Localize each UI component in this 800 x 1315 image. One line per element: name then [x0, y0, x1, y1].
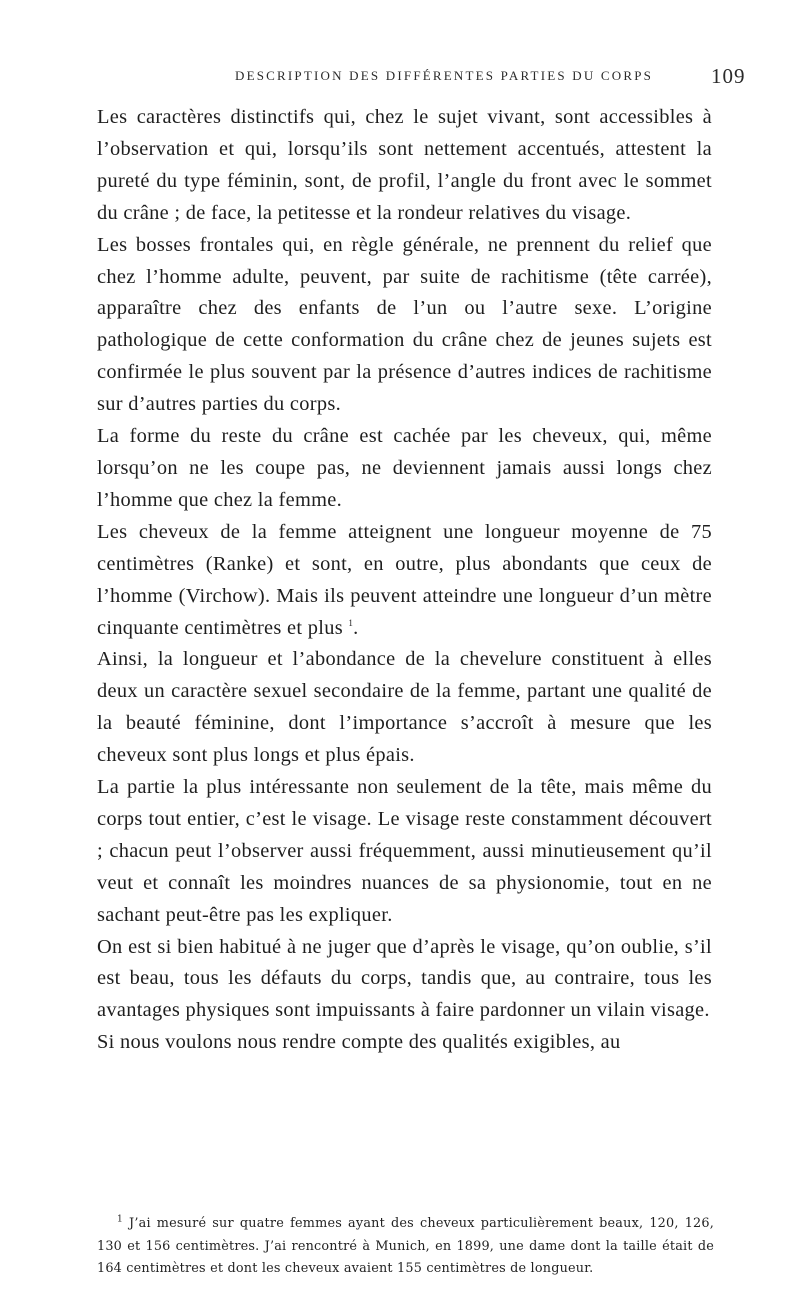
footnote-text: J’ai mesuré sur quatre femmes ayant des cheveux particulièrement beaux, 120, 126, 130 et 156 centimètres. J’ai rencontré à Munich, en 1899, une dame dont la taille était de 164 centimètres et dont les cheveux avaient 155 centimètres de longueur.: [97, 1216, 714, 1276]
paragraph-skull-shape: [97, 421, 712, 517]
page-number: 109: [711, 64, 746, 88]
paragraph-judging-face: [97, 932, 712, 1028]
running-head: [0, 62, 800, 92]
paragraph-text: Si nous voulons nous rendre compte des qualités exigibles, au: [97, 1031, 621, 1054]
paragraph-face: [97, 772, 712, 932]
paragraph-frontal-bosses: [97, 230, 712, 421]
paragraph-hair-abundance: [97, 644, 712, 772]
paragraph-text: La forme du reste du crâne est cachée par les cheveux, qui, même lorsqu’on ne les coupe pas, ne deviennent jamais aussi longs chez l’homme que chez la femme.: [97, 425, 712, 511]
paragraph-hair-length: Les cheveux de la femme atteignent une longueur moyenne de 75 centimètres (Ranke) et sont, en outre, plus abondants que ceux de l’homme (Virchow). Mais ils peuvent atteindre une longueur d’un mètre cinquante centimètres et plus $^1$.: [97, 520, 712, 639]
paragraph-qualities: [97, 1027, 712, 1059]
footnote-marker: 1: [117, 1214, 123, 1225]
footnote: [97, 1213, 714, 1281]
paragraph-facial-traits: [97, 102, 712, 230]
paragraph-text: Les cheveux de la femme atteignent une longueur moyenne de 75 centimètres (Ranke) et sont, en outre, plus abondants que ceux de l’homme (Virchow). Mais ils peuvent atteindre une longueur d’un mètre cinquante centimètres et plus: [97, 520, 712, 639]
paragraph-text: La partie la plus intéressante non seulement de la tête, mais même du corps tout entier, c’est le visage. Le visage reste constamment découvert ; chacun peut l’observer aussi fréquemment, aussi minutieusement qu’il veut et connaît les moindres nuances de sa physionomie, tout en ne sachant peut-être pas les expliquer.: [97, 776, 712, 926]
paragraph-text: Ainsi, la longueur et l’abondance de la chevelure constituent à elles deux un caractère sexuel secondaire de la femme, partant une qualité de la beauté féminine, dont l’importance s’accroît à mesure que les cheveux sont plus longs et plus épais.: [97, 648, 712, 767]
paragraph-text: On est si bien habitué à ne juger que d’après le visage, qu’on oublie, s’il est beau, tous les défauts du corps, tandis que, au contraire, tous les avantages physiques sont impuissants à faire pardonner un vilain visage.: [97, 935, 712, 1022]
paragraph-text: Les bosses frontales qui, en règle générale, ne prennent du relief que chez l’homme adulte, peuvent, par suite de rachitisme (tête carrée), apparaître chez des enfants de l’un ou l’autre sexe. L’origine pathologique de cette conformation du crâne chez de jeunes sujets est confirmée le plus souvent par la présence d’autres indices de rachitisme sur d’autres parties du corps.: [97, 233, 712, 416]
footnote-reference: 1: [348, 617, 354, 628]
paragraph-text: Les caractères distinctifs qui, chez le sujet vivant, sont accessibles à l’observation et qui, lorsqu’ils sont nettement accentués, attestent la pureté du type féminin, sont, de profil, l’angle du front avec le sommet du crâne ; de face, la petitesse et la rondeur relatives du visage.: [97, 106, 712, 224]
body-text: [97, 102, 712, 1059]
running-title: DESCRIPTION DES DIFFÉRENTES PARTIES DU CORPS: [235, 68, 654, 83]
